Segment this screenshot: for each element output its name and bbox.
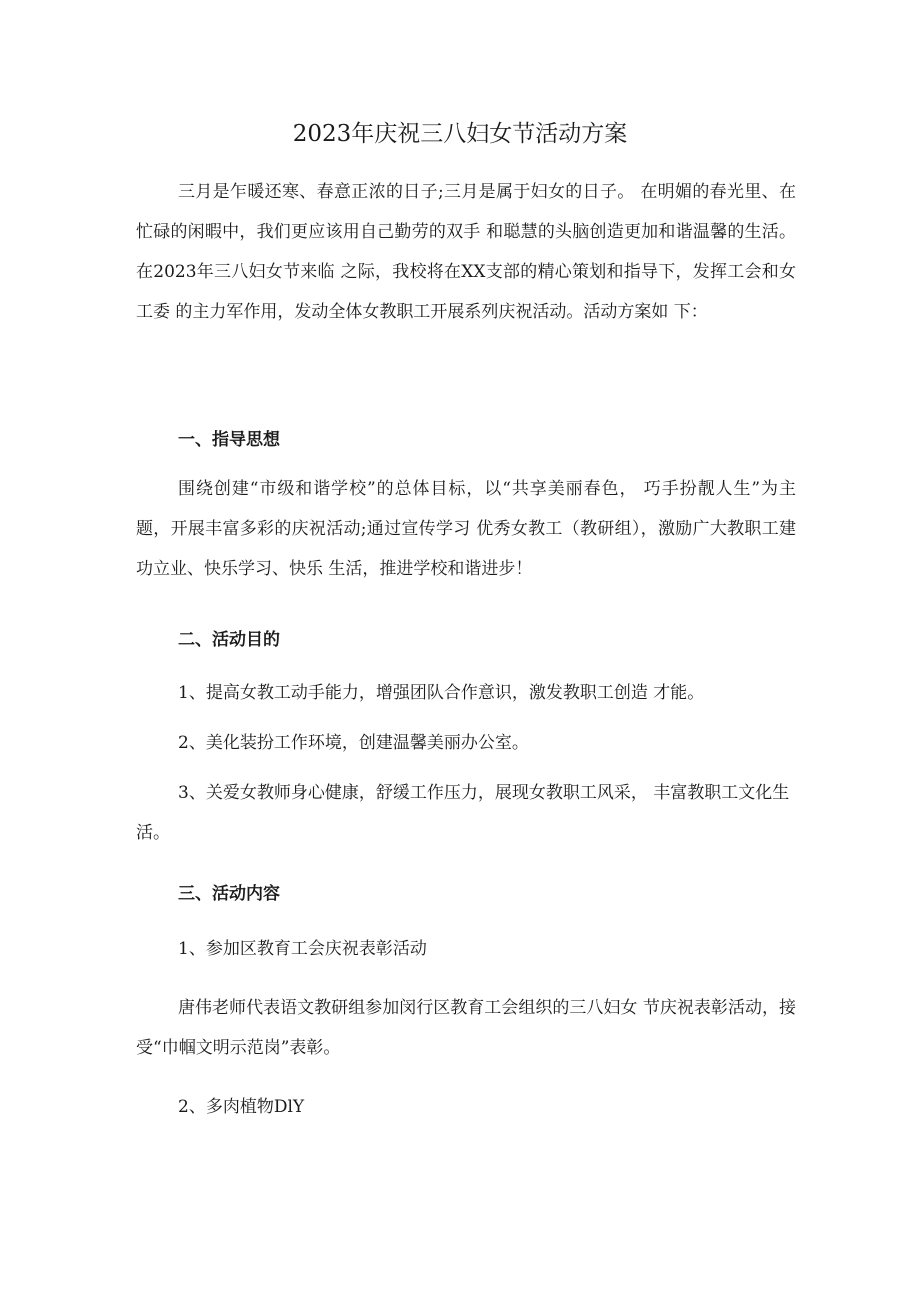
document-title: 2023年庆祝三八妇女节活动方案 — [292, 121, 628, 147]
purpose-item-3: 3、关爱女教师身心健康，舒缓工作压力，展现女教职工风采， 丰富教职工文化生活。 — [136, 783, 790, 843]
purpose-item-2: 2、美化装扮工作环境，创建温馨美丽办公室。 — [178, 733, 529, 753]
purpose-item-1: 1、提高女教工动手能力，增强团队合作意识，激发教职工创造 才能。 — [178, 683, 705, 703]
content-subtitle-2: 2、多肉植物DlY — [178, 1097, 305, 1117]
guiding-ideology-paragraph: 围绕创建“市级和谐学校”的总体目标，以“共享美丽春色， 巧手扮靓人生”为主题，开展丰富多彩的庆祝活动;通过宣传学习 优秀女教工（教研组），激励广大教职工建功立业、快乐学习、快乐 生活，推进学校和谐进步！ — [136, 479, 796, 579]
intro-paragraph: 三月是乍暖还寒、春意正浓的日子;三月是属于妇女的日子。 在明媚的春光里、在忙碌的闲暇中，我们更应该用自己勤劳的双手 和聪慧的头脑创造更加和谐温馨的生活。在2023年三八妇女节来临 之际，我校将在XX支部的精心策划和指导下，发挥工会和女工委 的主力军作用，发动全体女教职工开展系列庆祝活动。活动方案如 下： — [136, 182, 796, 322]
section-heading-activity-purpose: 二、活动目的 — [178, 630, 280, 650]
content-subtitle-1: 1、参加区教育工会庆祝表彰活动 — [178, 939, 427, 959]
section-heading-guiding-ideology: 一、指导思想 — [178, 430, 280, 450]
content-paragraph-1: 唐伟老师代表语文教研组参加闵行区教育工会组织的三八妇女 节庆祝表彰活动，接受“巾帼文明示范岗”表彰。 — [136, 998, 796, 1058]
section-heading-activity-content: 三、活动内容 — [178, 884, 280, 904]
